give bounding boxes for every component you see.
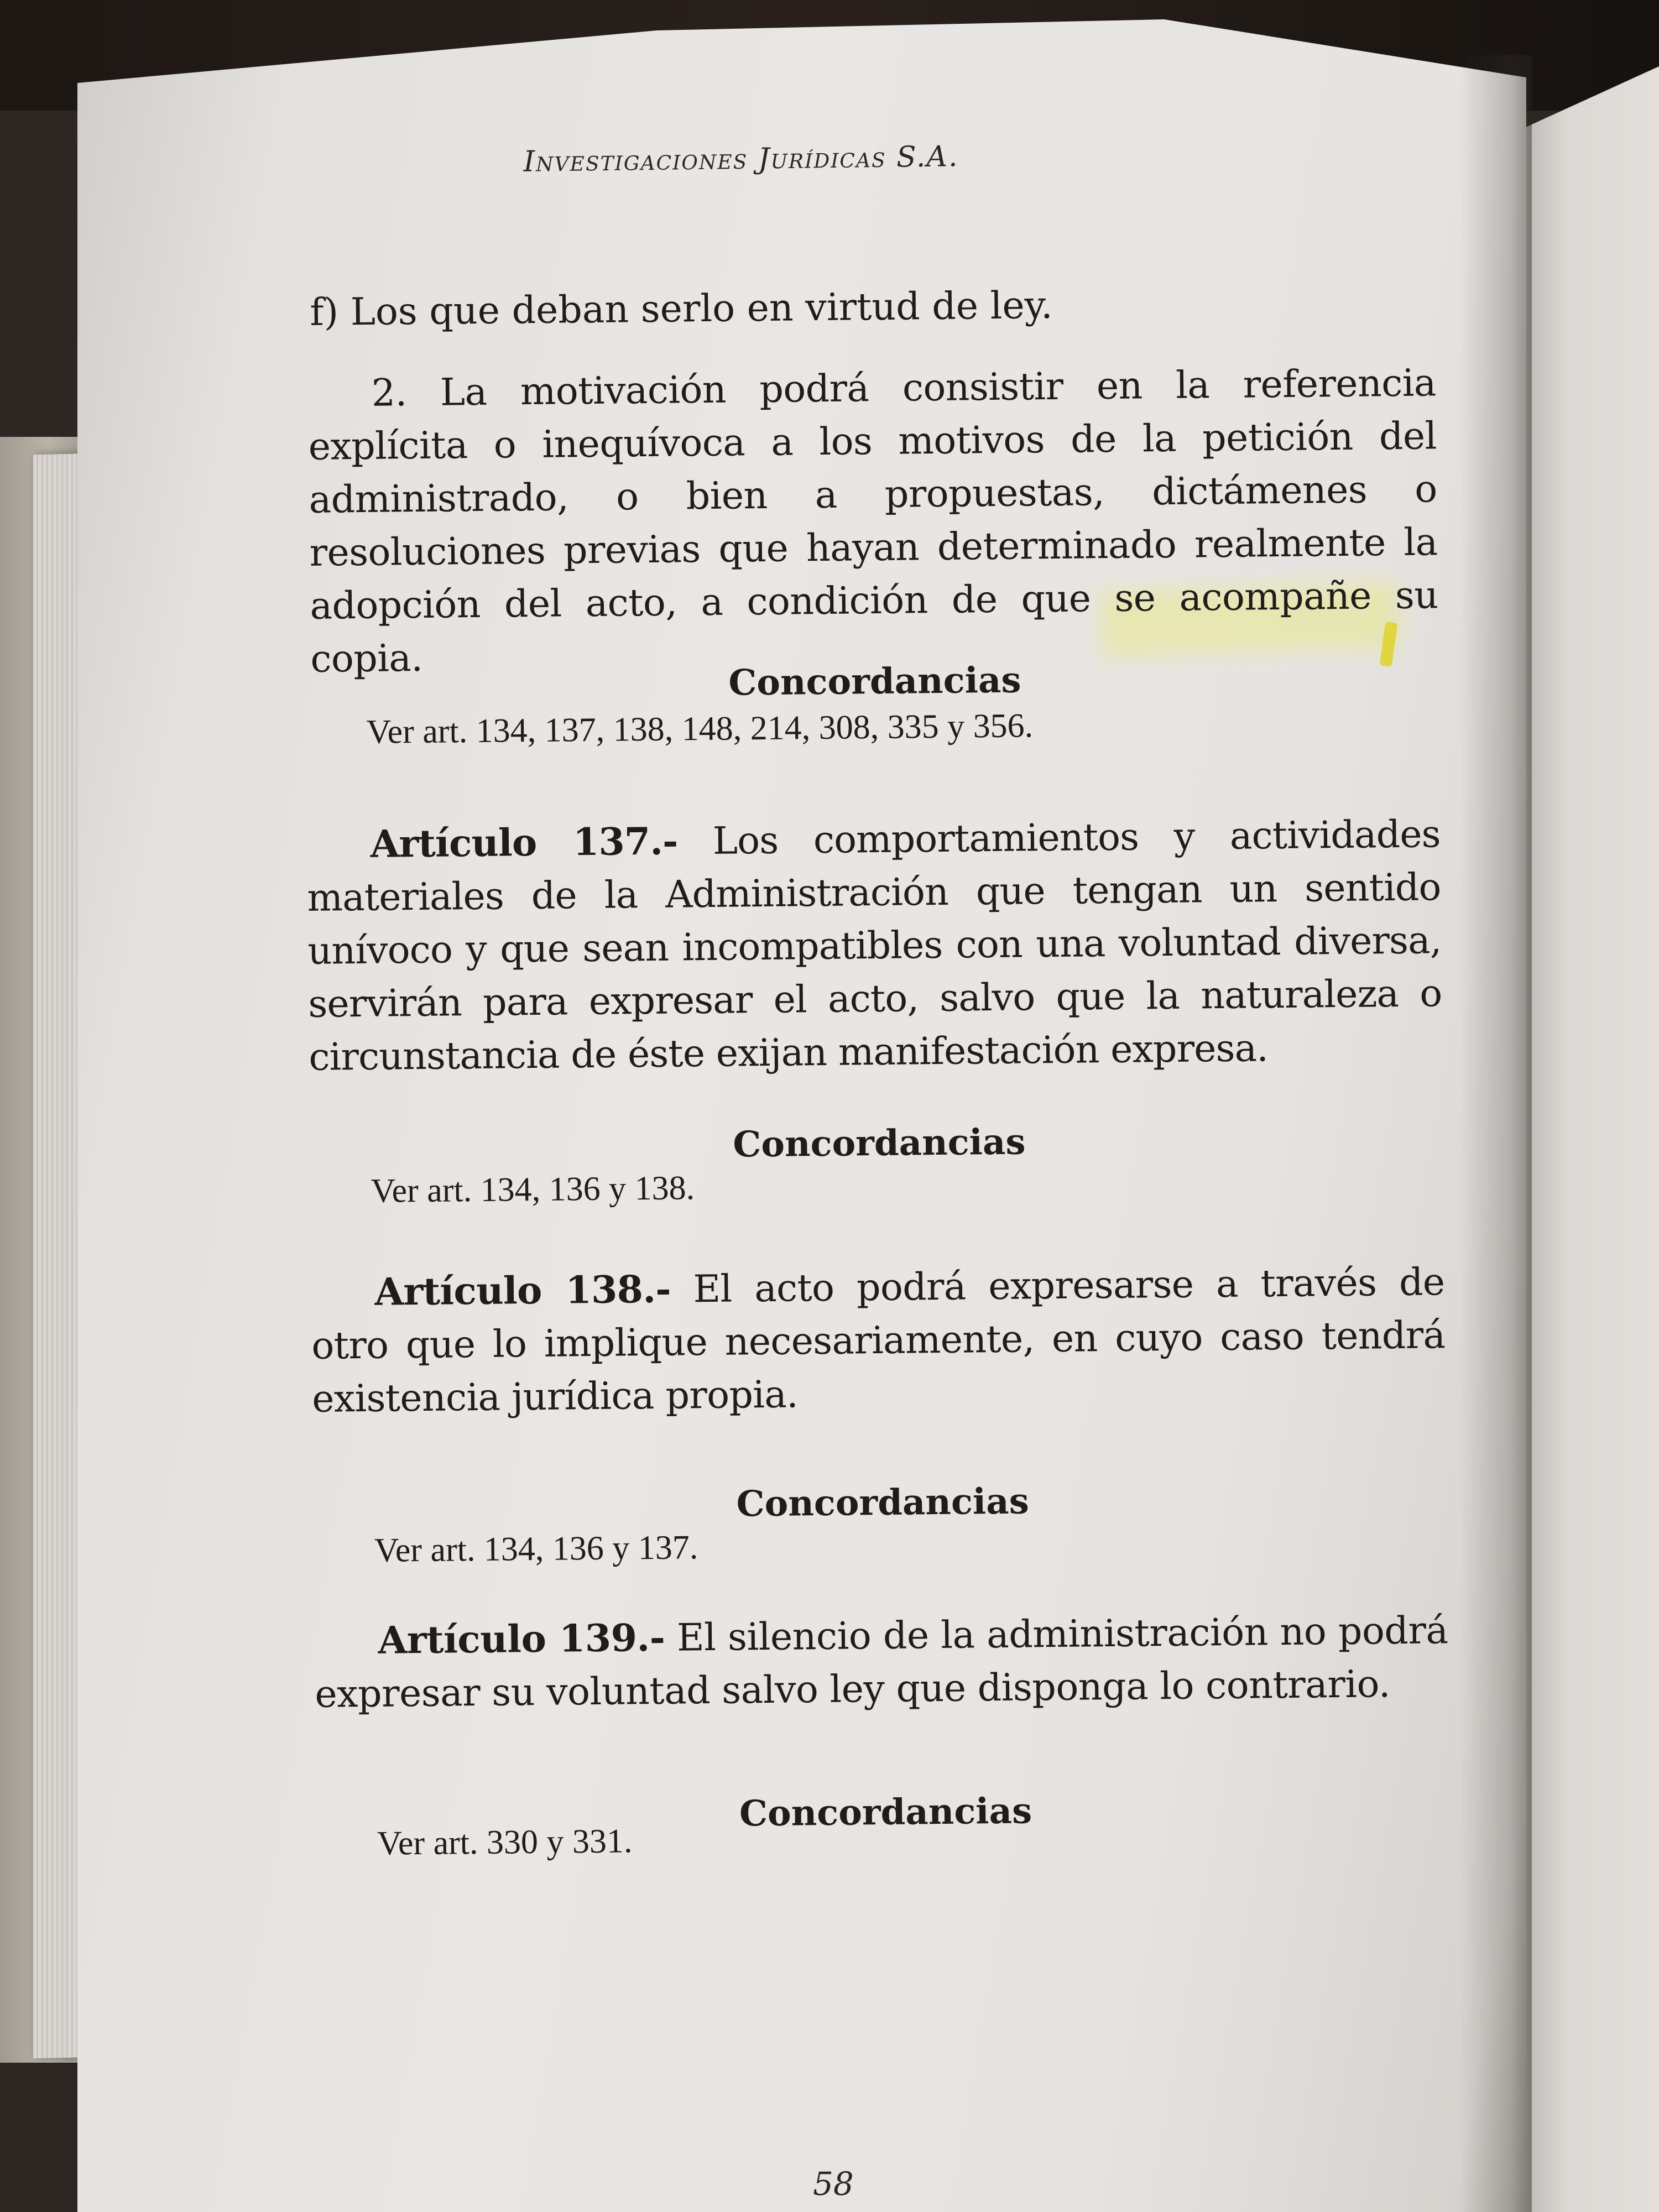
article-138-text: El acto podrá expresarse a través de otro que lo implique necesariamente, en cuyo caso tendrá existencia jurídica propia. [311,1260,1446,1421]
paragraph-2-text: 2. La motivación podrá consistir en la referencia explícita o inequívoca a los motivos de la petición del administrado, o bien a propuestas, dictámenes o resoluciones previas que hayan determinado realmente la adopción del acto, a condición de que se acompañe su copia. [308,361,1438,681]
concordancias-ref-2: Ver art. 134, 136 y 138. [371,1169,695,1210]
concordancias-ref-1: Ver art. 134, 137, 138, 148, 214, 308, 335 y 356. [366,707,1034,751]
article-138 [311,1255,1446,1426]
article-138-label: Artículo 138.- [374,1267,671,1314]
concordancias-heading-1: Concordancias [728,659,1021,704]
concordancias-heading-4: Concordancias [739,1790,1032,1835]
right-facing-page [1518,66,1659,2212]
article-139-label: Artículo 139.- [378,1615,665,1663]
concordancias-heading-2: Concordancias [733,1121,1026,1166]
article-137 [306,807,1443,1084]
concordancias-heading-3: Concordancias [736,1480,1030,1525]
article-139-text: El silencio de la administración no podrá expresar su voluntad salvo ley que disponga lo contrario. [315,1609,1448,1717]
list-item-f: f) Los que deban serlo en virtud de ley. [310,283,1053,335]
article-137-text: Los comportamientos y actividades materiales de la Administración que tengan un sentido unívoco y que sean incompatibles con una voluntad diversa, servirán para expresar el acto, salvo que la naturaleza o circunstancia de éste exijan manifestación expresa. [307,812,1442,1079]
concordancias-ref-4: Ver art. 330 y 331. [377,1822,633,1863]
concordancias-ref-3: Ver art. 134, 136 y 137. [374,1528,698,1569]
running-head: Investigaciones Jurídicas S.A. [523,140,959,179]
article-139 [314,1604,1449,1721]
binding-shadow [1460,55,1532,2212]
article-137-label: Artículo 137.- [370,819,678,867]
paragraph-2 [307,357,1438,686]
page-number: 58 [813,2165,854,2203]
